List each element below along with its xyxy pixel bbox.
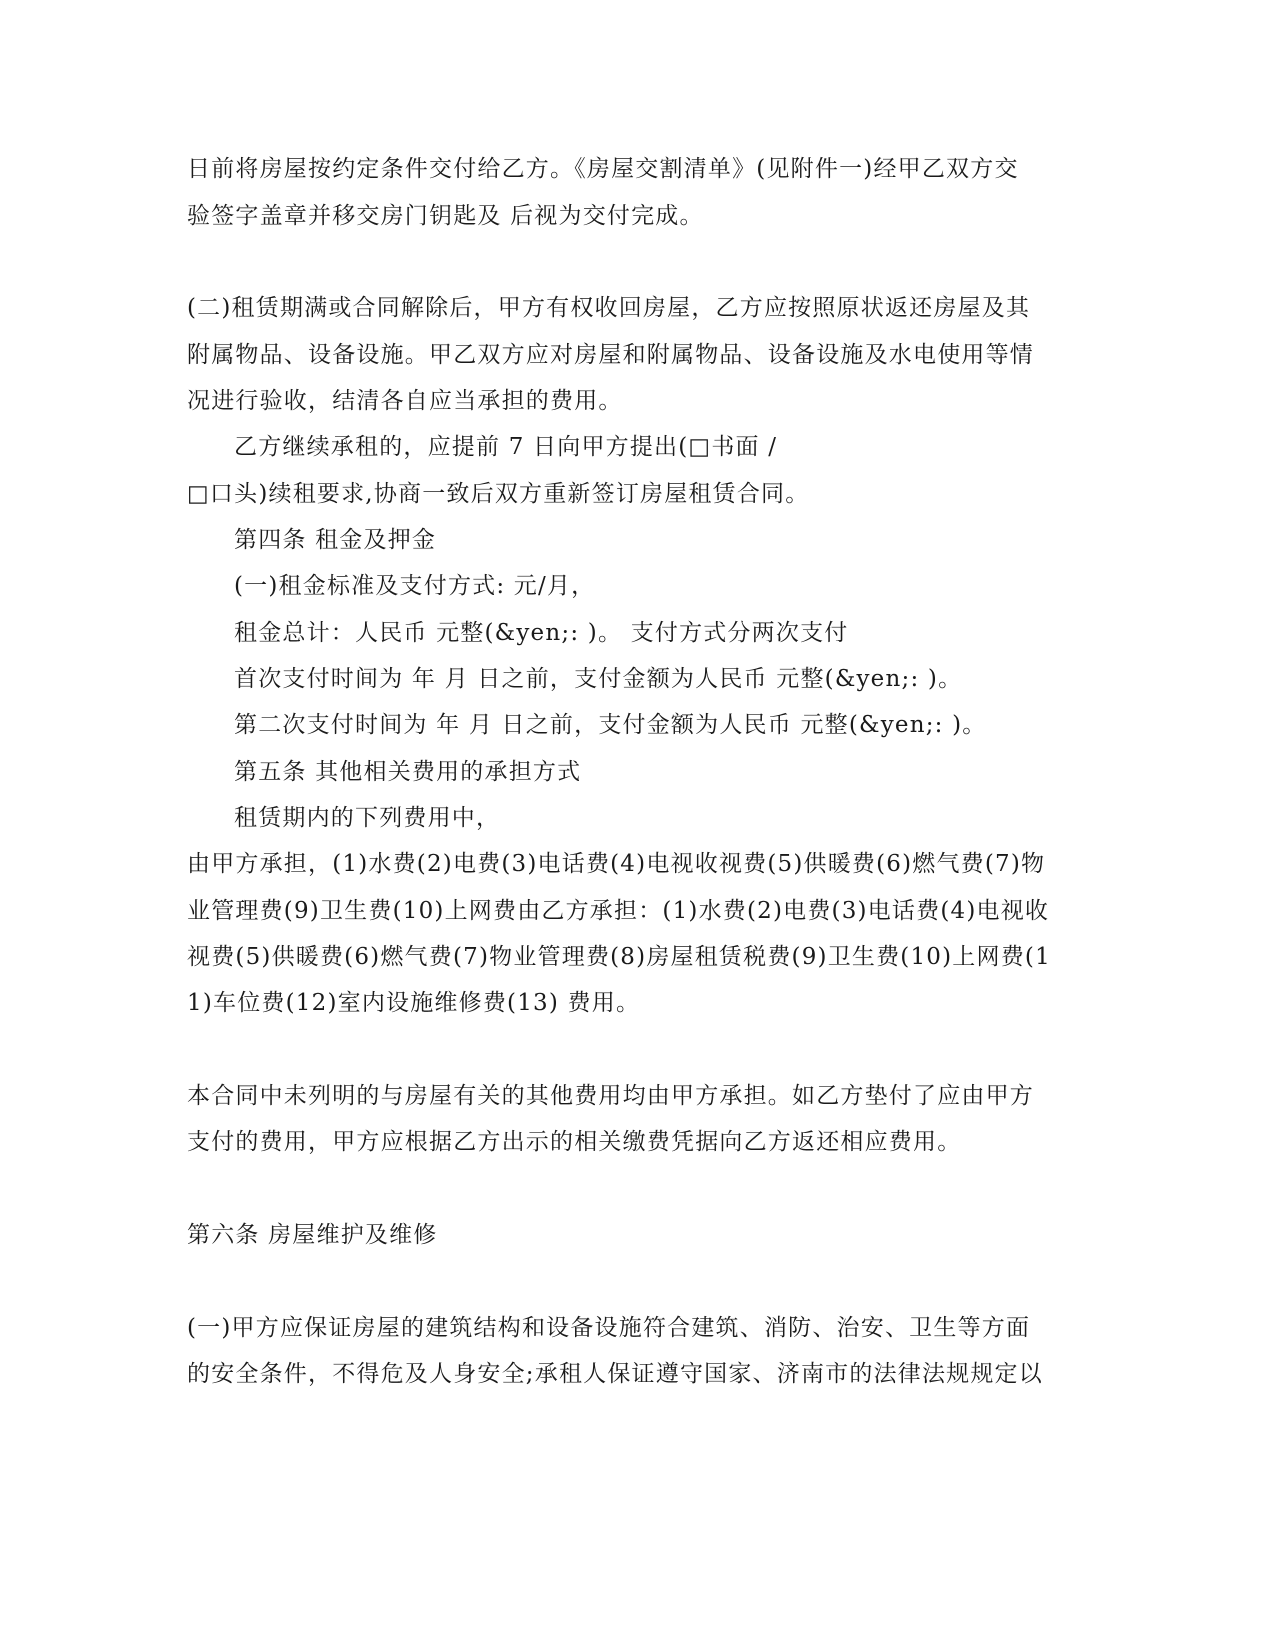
text-line: □口头)续租要求,协商一致后双方重新签订房屋租赁合同。 bbox=[187, 481, 810, 507]
text-line: (一)租金标准及支付方式: 元/月， bbox=[234, 573, 596, 599]
text-line: 支付的费用，甲方应根据乙方出示的相关缴费凭据向乙方返还相应费用。 bbox=[187, 1129, 962, 1155]
section-heading: 第六条 房屋维护及维修 bbox=[187, 1222, 438, 1248]
section-heading: 第四条 租金及押金 bbox=[234, 527, 437, 553]
text-line: 租赁期内的下列费用中， bbox=[234, 805, 501, 831]
text-line: 租金总计：人民币 元整(&yen;: )。 支付方式分两次支付 bbox=[234, 620, 849, 646]
text-line: (二)租赁期满或合同解除后，甲方有权收回房屋，乙方应按照原状返还房屋及其 bbox=[187, 295, 1031, 321]
text-line: 本合同中未列明的与房屋有关的其他费用均由甲方承担。如乙方垫付了应由甲方 bbox=[187, 1083, 1034, 1109]
text-line: 业管理费(9)卫生费(10)上网费由乙方承担：(1)水费(2)电费(3)电话费(4)电视收 bbox=[187, 898, 1050, 924]
text-line: 的安全条件，不得危及人身安全;承租人保证遵守国家、济南市的法律法规规定以 bbox=[187, 1361, 1043, 1387]
text-line: 视费(5)供暖费(6)燃气费(7)物业管理费(8)房屋租赁税费(9)卫生费(10)上网费(1 bbox=[187, 944, 1051, 970]
text-line: 第二次支付时间为 年 月 日之前，支付金额为人民币 元整(&yen;: )。 bbox=[234, 712, 987, 738]
text-line: 况进行验收，结清各自应当承担的费用。 bbox=[187, 388, 623, 414]
text-line: 乙方继续承租的，应提前 7 日向甲方提出(□书面 / bbox=[234, 434, 778, 460]
text-line: 日前将房屋按约定条件交付给乙方。《房屋交割清单》(见附件一)经甲乙双方交 bbox=[187, 156, 1019, 182]
text-line: 附属物品、设备设施。甲乙双方应对房屋和附属物品、设备设施及水电使用等情 bbox=[187, 342, 1034, 368]
text-line: 由甲方承担，(1)水费(2)电费(3)电话费(4)电视收视费(5)供暖费(6)燃气费(7)物 bbox=[187, 851, 1046, 877]
text-line: 1)车位费(12)室内设施维修费(13) 费用。 bbox=[187, 990, 641, 1016]
section-heading: 第五条 其他相关费用的承担方式 bbox=[234, 759, 582, 785]
text-line: 首次支付时间为 年 月 日之前，支付金额为人民币 元整(&yen;: )。 bbox=[234, 666, 963, 692]
text-line: (一)甲方应保证房屋的建筑结构和设备设施符合建筑、消防、治安、卫生等方面 bbox=[187, 1315, 1031, 1341]
text-line: 验签字盖章并移交房门钥匙及 后视为交付完成。 bbox=[187, 203, 704, 229]
